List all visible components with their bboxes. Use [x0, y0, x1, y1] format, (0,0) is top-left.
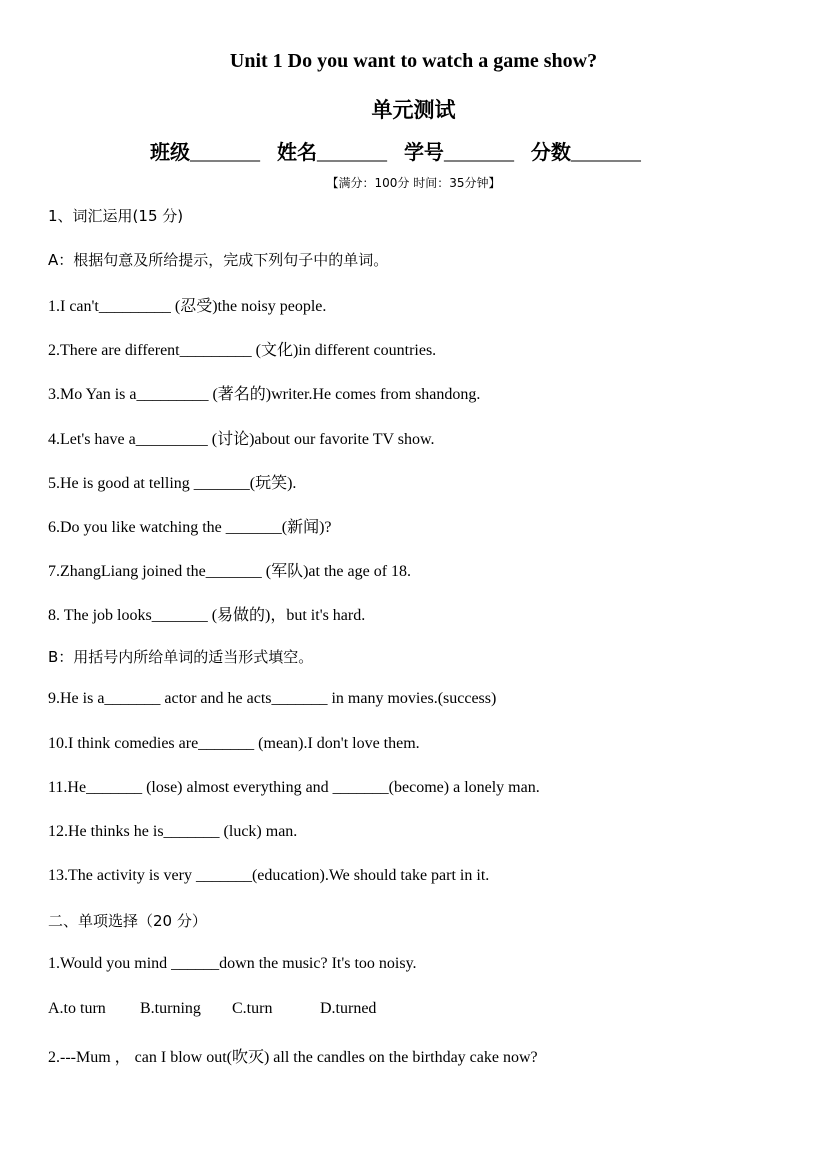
name-label: 姓名	[276, 140, 317, 164]
question-item: 6.Do you like watching the _______(新闻)?	[48, 519, 332, 536]
class-label: 班级	[150, 140, 190, 164]
name-blank[interactable]: _______	[316, 142, 387, 164]
question-item: 11.He_______ (lose) almost everything and _______(become) a lonely man.	[48, 779, 540, 796]
document-title: Unit 1 Do you want to watch a game show?	[229, 50, 598, 72]
choice-question-1: 1.Would you mind ______down the music? It's too noisy.	[48, 955, 417, 972]
section1-heading: 1、词汇运用(15 分)	[48, 207, 184, 225]
part-a-instruction: A：根据句意及所给提示，完成下列句子中的单词。	[48, 251, 389, 269]
class-blank[interactable]: _______	[190, 142, 260, 164]
student-number-blank[interactable]: _______	[443, 142, 514, 164]
question-item: 13.The activity is very _______(education).We should take part in it.	[48, 867, 490, 884]
question-item: 12.He thinks he is_______ (luck) man.	[48, 823, 298, 840]
question-item: 5.He is good at telling _______(玩笑).	[48, 475, 297, 492]
question-item: 2.There are different_________ (文化)in different countries.	[48, 342, 437, 359]
choice-option-c: C.turn	[232, 1000, 273, 1017]
choice-option-b: B.turning	[140, 1000, 201, 1017]
question-item: 8. The job looks_______ (易做的)，but it's hard.	[48, 607, 366, 624]
document-subtitle: 单元测试	[371, 98, 456, 122]
question-item: 4.Let's have a_________ (讨论)about our favorite TV show.	[48, 431, 435, 448]
score-label: 分数	[530, 140, 571, 164]
choice-question-2: 2.---Mum ， can I blow out(吹灭) all the candles on the birthday cake now?	[48, 1049, 538, 1066]
part-b-instruction: B：用括号内所给单词的适当形式填空。	[48, 648, 314, 666]
student-number-label: 学号	[403, 140, 444, 164]
question-item: 1.I can't_________ (忍受)the noisy people.	[48, 298, 327, 315]
choice-option-a: A.to turn	[48, 1000, 106, 1017]
question-item: 9.He is a_______ actor and he acts_______ in many movies.(success)	[48, 690, 497, 707]
question-item: 10.I think comedies are_______ (mean).I don't love them.	[48, 735, 420, 752]
choice-option-d: D.turned	[320, 1000, 377, 1017]
question-item: 7.ZhangLiang joined the_______ (军队)at the age of 18.	[48, 563, 412, 580]
student-info-row	[150, 136, 750, 165]
score-blank[interactable]: _______	[570, 142, 641, 164]
score-time-note: 【满分：100分 时间：35分钟】	[326, 176, 501, 190]
question-item: 3.Mo Yan is a_________ (著名的)writer.He comes from shandong.	[48, 386, 481, 403]
section2-heading: 二、单项选择（20 分）	[48, 912, 207, 930]
